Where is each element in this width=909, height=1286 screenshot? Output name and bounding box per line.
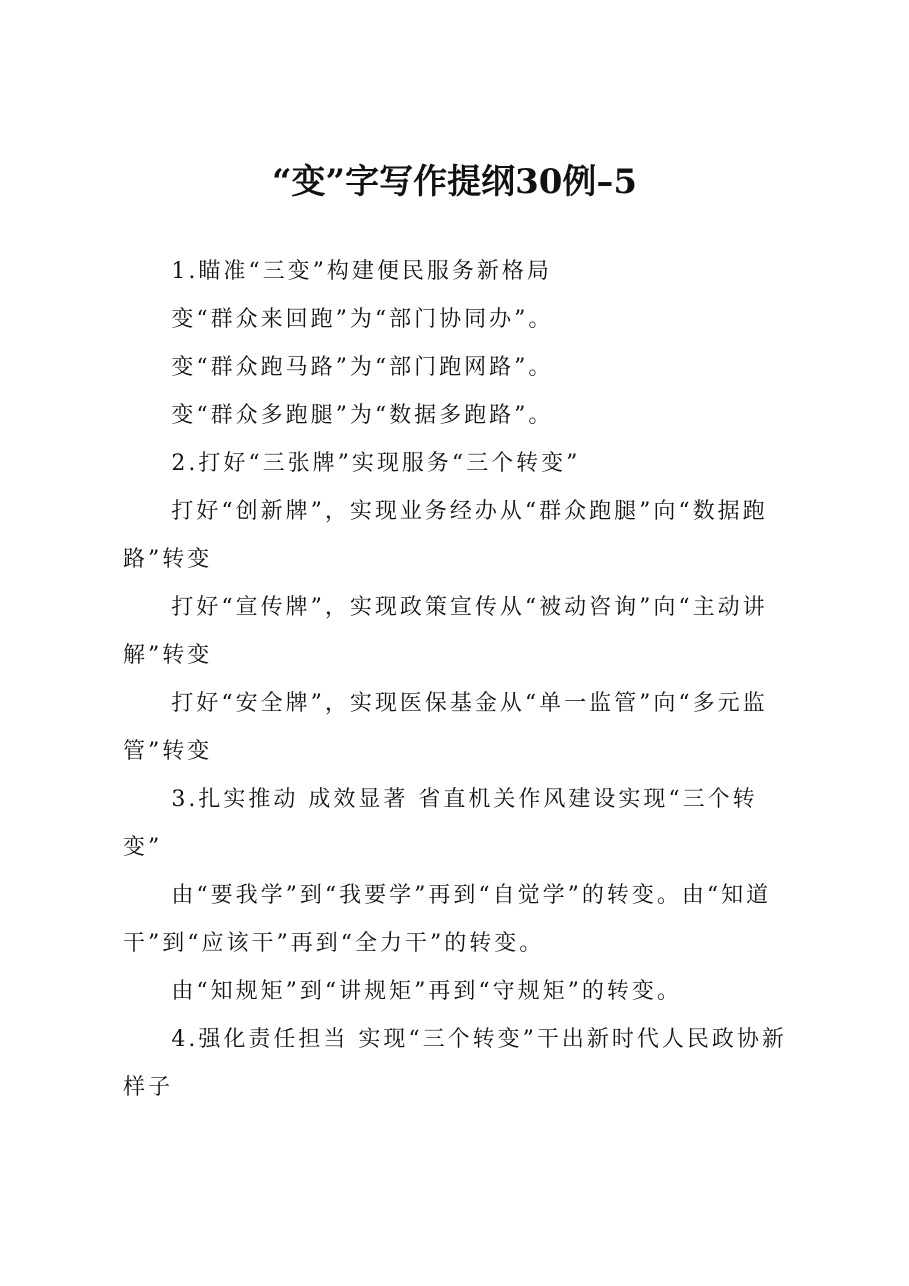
heading-3: 3.扎实推动 成效显著 省直机关作风建设实现“三个转变” [123, 787, 758, 860]
heading-4: 4.强化责任担当 实现“三个转变”干出新时代人民政协新样子 [123, 1027, 787, 1100]
document-title: “变”字写作提纲30例–5 [271, 162, 638, 202]
paragraph: 变“群众来回跑”为“部门协同办”。 [171, 307, 554, 332]
paragraph: 变“群众跑马路”为“部门跑网路”。 [171, 355, 554, 380]
paragraph: 打好“宣传牌”，实现政策宣传从“被动咨询”向“主动讲解”转变 [123, 595, 768, 668]
document-body [123, 248, 791, 1112]
paragraph: 由“要我学”到“我要学”再到“自觉学”的转变。由“知道干”到“应该干”再到“全力干”的转变。 [123, 883, 772, 956]
paragraph: 变“群众多跑腿”为“数据多跑路”。 [171, 403, 554, 428]
paragraph: 由“知规矩”到“讲规矩”再到“守规矩”的转变。 [171, 979, 682, 1004]
heading-1: 1.瞄准“三变”构建便民服务新格局 [171, 259, 552, 284]
heading-2: 2.打好“三张牌”实现服务“三个转变” [171, 451, 581, 476]
paragraph: 打好“安全牌”，实现医保基金从“单一监管”向“多元监管”转变 [123, 691, 768, 764]
paragraph: 打好“创新牌”，实现业务经办从“群众跑腿”向“数据跑路”转变 [123, 499, 768, 572]
